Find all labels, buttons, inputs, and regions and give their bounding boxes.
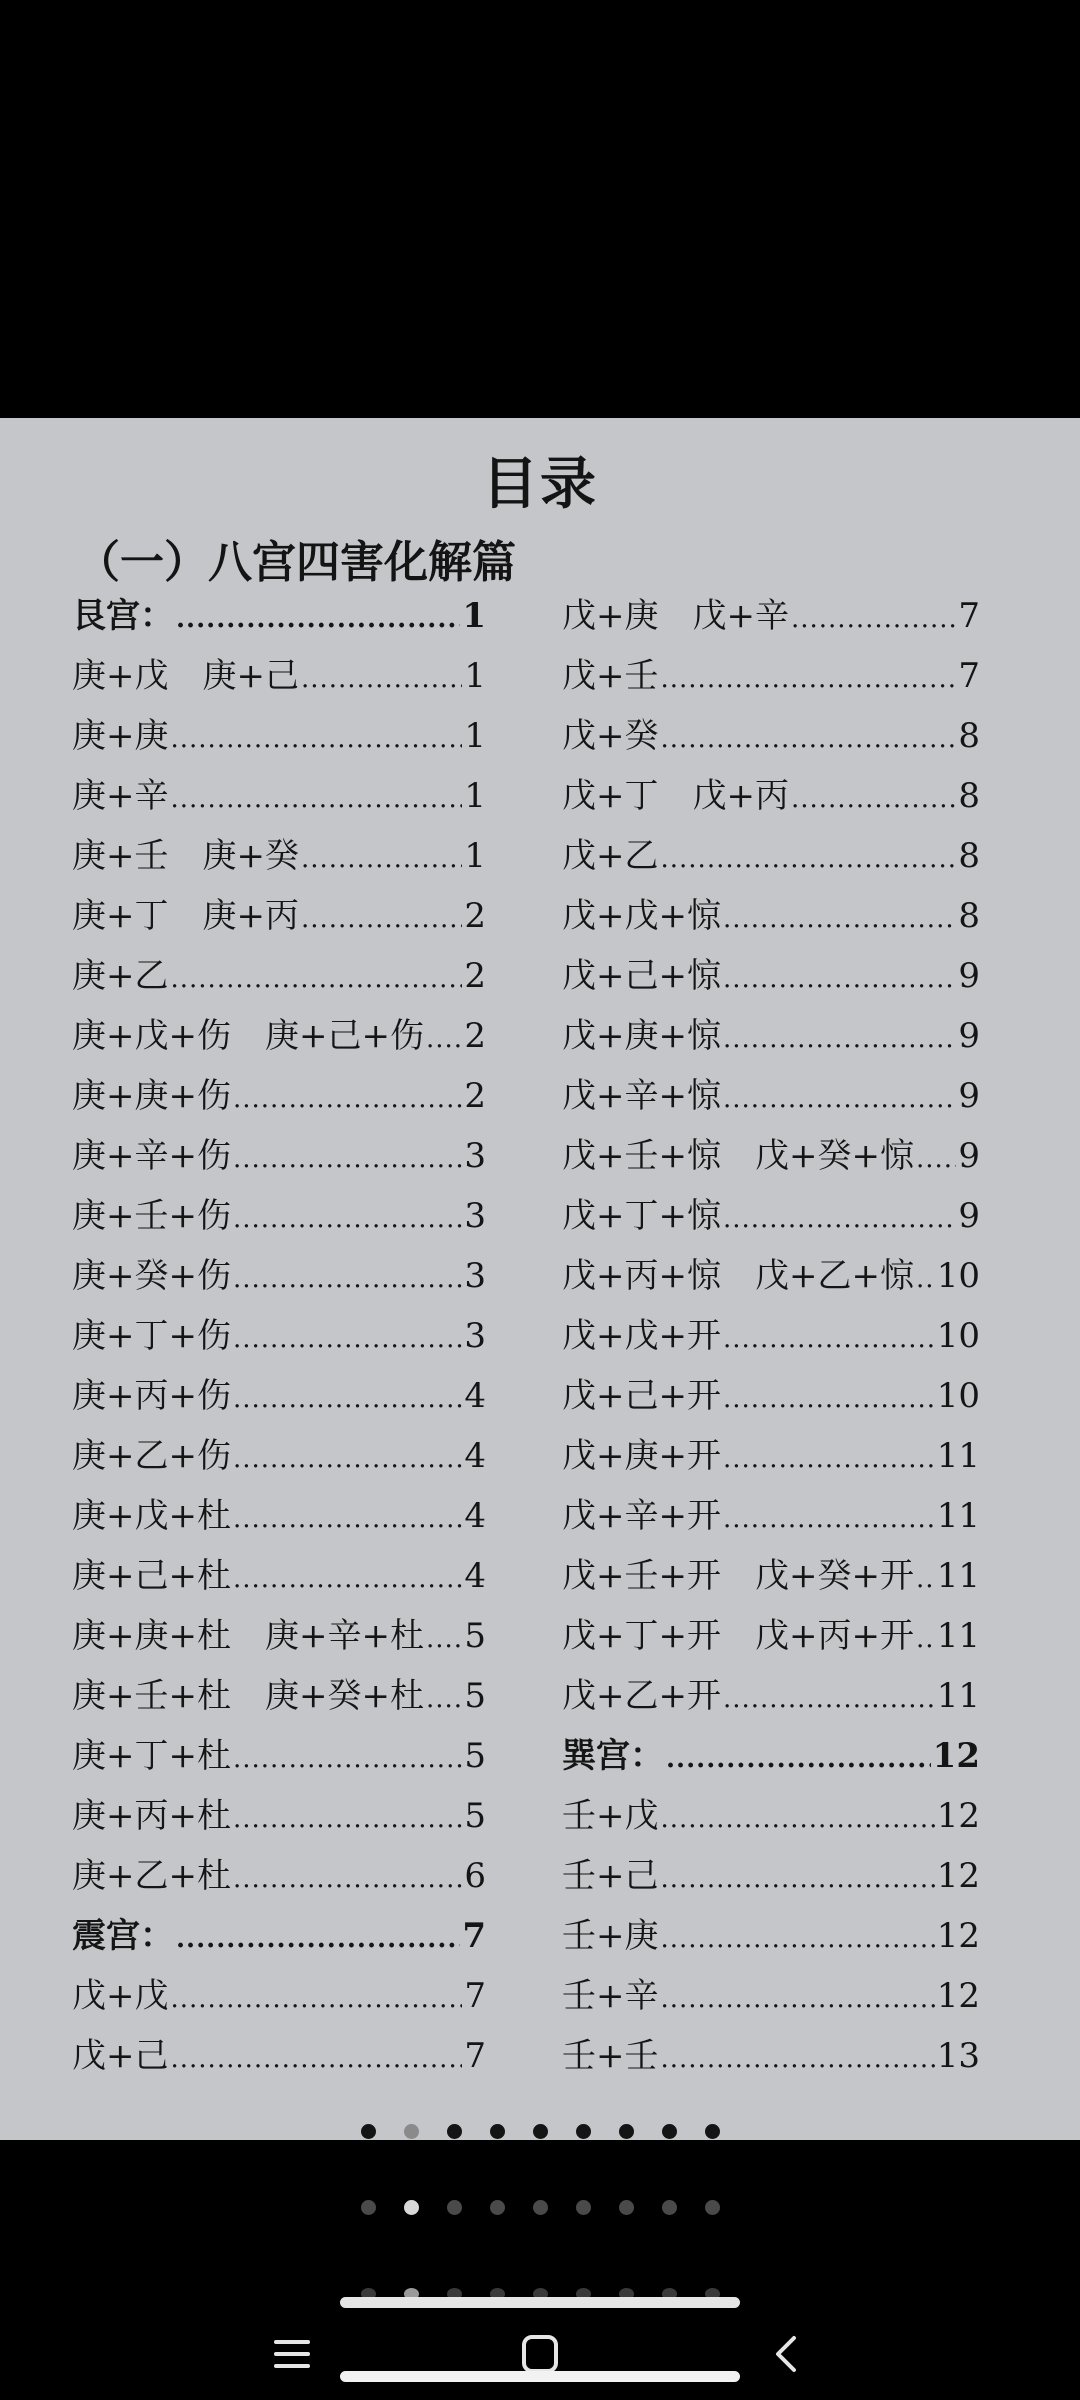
toc-page-number: 4 [464, 1376, 486, 1416]
toc-page-number: 8 [958, 836, 980, 876]
toc-page-number: 11 [936, 1556, 980, 1596]
toc-page-number: 11 [936, 1676, 980, 1716]
toc-entry [72, 1186, 486, 1246]
toc-entry-label: 巽宫： [562, 1736, 664, 1776]
toc-entry [72, 1066, 486, 1126]
page-title: 目录 [482, 451, 598, 517]
toc-entry [562, 946, 980, 1006]
toc-entry-label: 戊+丁+惊 [562, 1196, 721, 1236]
toc-entry [562, 586, 980, 646]
page-indicator-dot[interactable] [490, 2124, 505, 2139]
toc-entry-label: 戊+丁+开 戊+丙+开 [562, 1616, 914, 1656]
toc-right-column [562, 586, 980, 2086]
toc-leader-dots [233, 1429, 462, 1489]
toc-page-number: 9 [958, 956, 980, 996]
toc-leader-dots [171, 949, 463, 1009]
toc-page-number: 12 [936, 1796, 980, 1836]
toc-entry-label: 戊+壬+惊 戊+癸+惊 [562, 1136, 914, 1176]
toc-entry [562, 1726, 980, 1786]
toc-entry-label: 庚+丙+伤 [72, 1376, 231, 1416]
page-indicator-dot [576, 2200, 591, 2215]
toc-leader-dots [791, 589, 956, 649]
page-indicator-dot [533, 2200, 548, 2215]
toc-leader-dots [723, 1309, 935, 1369]
toc-leader-dots [176, 1909, 460, 1969]
toc-page-number: 5 [464, 1796, 486, 1836]
toc-entry-label: 戊+辛+开 [562, 1496, 721, 1536]
toc-page-number: 9 [958, 1136, 980, 1176]
page-indicator-dot[interactable] [361, 2124, 376, 2139]
toc-entry-label: 庚+丙+杜 [72, 1796, 231, 1836]
toc-leader-dots [916, 1549, 935, 1609]
recents-icon [252, 2322, 332, 2386]
toc-leader-dots [233, 1549, 462, 1609]
toc-page-number: 10 [936, 1316, 980, 1356]
toc-page-number: 5 [464, 1736, 486, 1776]
toc-entry [562, 1426, 980, 1486]
recents-button[interactable] [252, 2322, 332, 2386]
toc-page-number: 1 [464, 656, 486, 696]
gesture-home-bar[interactable] [340, 2371, 740, 2382]
toc-entry [562, 1846, 980, 1906]
toc-entry-label: 庚+乙 [72, 956, 169, 996]
back-button[interactable] [748, 2322, 828, 2386]
toc-entry [562, 706, 980, 766]
toc-leader-dots [723, 1189, 956, 1249]
toc-entry-label: 戊+乙 [562, 836, 659, 876]
page-indicator-dot[interactable] [619, 2124, 634, 2139]
page-indicator-dot[interactable] [447, 2124, 462, 2139]
toc-entry [562, 1666, 980, 1726]
toc-leader-dots [723, 1489, 935, 1549]
toc-entry [72, 706, 486, 766]
toc-entry [72, 886, 486, 946]
toc-entry [72, 1966, 486, 2026]
toc-leader-dots [661, 1849, 935, 1909]
toc-entry [72, 946, 486, 1006]
toc-leader-dots [666, 1729, 931, 1789]
toc-entry-label: 震宫： [72, 1916, 174, 1956]
toc-entry-label: 庚+庚 [72, 716, 169, 756]
toc-entry-label: 艮宫： [72, 596, 174, 636]
toc-leader-dots [916, 1609, 935, 1669]
toc-entry [562, 1606, 980, 1666]
page-indicator-dot [447, 2200, 462, 2215]
toc-entry [72, 1906, 486, 1966]
toc-entry-label: 壬+己 [562, 1856, 659, 1896]
toc-entry [562, 1246, 980, 1306]
toc-entry-label: 庚+戊+伤 庚+己+伤 [72, 1016, 424, 1056]
toc-entry-label: 庚+丁 庚+丙 [72, 896, 299, 936]
toc-entry [562, 1786, 980, 1846]
toc-entry [562, 2026, 980, 2086]
toc-entry-label: 庚+壬 庚+癸 [72, 836, 299, 876]
toc-page-number: 10 [936, 1376, 980, 1416]
toc-leader-dots [233, 1189, 462, 1249]
toc-leader-dots [791, 769, 956, 829]
toc-entry [562, 1906, 980, 1966]
toc-entry-label: 庚+乙+伤 [72, 1436, 231, 1476]
toc-entry-label: 庚+庚+伤 [72, 1076, 231, 1116]
toc-page-number: 5 [464, 1616, 486, 1656]
page-indicator-dot[interactable] [705, 2124, 720, 2139]
toc-entry [72, 1486, 486, 1546]
toc-page-number: 7 [464, 2036, 486, 2076]
toc-entry [562, 1306, 980, 1366]
toc-entry [562, 1966, 980, 2026]
toc-leader-dots [723, 1669, 935, 1729]
toc-entry-label: 戊+乙+开 [562, 1676, 721, 1716]
toc-left-column [72, 586, 486, 2086]
scrubber-bar[interactable] [340, 2297, 740, 2308]
toc-leader-dots [171, 769, 463, 829]
toc-entry-label: 戊+己+开 [562, 1376, 721, 1416]
toc-page-number: 2 [464, 1076, 486, 1116]
toc-page-number: 1 [464, 776, 486, 816]
toc-entry-label: 戊+庚+开 [562, 1436, 721, 1476]
toc-page-number: 12 [936, 1856, 980, 1896]
toc-leader-dots [233, 1729, 462, 1789]
toc-entry-label: 戊+戊 [72, 1976, 169, 2016]
back-icon [748, 2322, 828, 2386]
toc-page-number: 9 [958, 1016, 980, 1056]
toc-entry-label: 戊+壬 [562, 656, 659, 696]
toc-page-number: 10 [936, 1256, 980, 1296]
toc-entry [562, 1546, 980, 1606]
page-indicator-dot [705, 2200, 720, 2215]
toc-entry-label: 戊+庚+惊 [562, 1016, 721, 1056]
toc-page-number: 4 [464, 1556, 486, 1596]
toc-entry [72, 1246, 486, 1306]
toc-leader-dots [426, 1669, 462, 1729]
toc-entry-label: 庚+乙+杜 [72, 1856, 231, 1896]
toc-entry-label: 庚+丁+杜 [72, 1736, 231, 1776]
toc-entry-label: 壬+壬 [562, 2036, 659, 2076]
page-indicator [0, 2124, 1080, 2139]
toc-entry [72, 826, 486, 886]
page-indicator-dot[interactable] [662, 2124, 677, 2139]
toc-entry [72, 1846, 486, 1906]
toc-page-number: 7 [464, 1976, 486, 2016]
toc-entry-label: 戊+丙+惊 戊+乙+惊 [562, 1256, 914, 1296]
toc-page-number: 9 [958, 1196, 980, 1236]
toc-page-number: 4 [464, 1496, 486, 1536]
toc-leader-dots [233, 1489, 462, 1549]
toc-entry-label: 戊+己 [72, 2036, 169, 2076]
toc-leader-dots [233, 1309, 462, 1369]
toc-leader-dots [723, 1429, 935, 1489]
page-indicator-dot[interactable] [404, 2124, 419, 2139]
toc-leader-dots [723, 1369, 935, 1429]
toc-leader-dots [661, 2029, 935, 2089]
toc-entry [562, 1126, 980, 1186]
toc-leader-dots [661, 1909, 935, 1969]
toc-page-number: 12 [936, 1976, 980, 2016]
toc-entry-label: 庚+戊 庚+己 [72, 656, 299, 696]
toc-leader-dots [301, 889, 462, 949]
toc-entry [72, 1126, 486, 1186]
toc-page-number: 3 [464, 1136, 486, 1176]
toc-page-number: 8 [958, 896, 980, 936]
toc-entry [72, 1666, 486, 1726]
toc-leader-dots [661, 1789, 935, 1849]
toc-page-number: 11 [936, 1496, 980, 1536]
toc-entry [72, 586, 486, 646]
toc-entry-label: 庚+戊+杜 [72, 1496, 231, 1536]
toc-page-number: 8 [958, 776, 980, 816]
page-indicator-dot [404, 2200, 419, 2215]
toc-page-number: 12 [932, 1736, 980, 1776]
toc-page-number: 7 [958, 656, 980, 696]
toc-entry-label: 戊+丁 戊+丙 [562, 776, 789, 816]
toc-entry-label: 庚+辛+伤 [72, 1136, 231, 1176]
toc-leader-dots [723, 1069, 956, 1129]
toc-page-number: 1 [462, 596, 486, 636]
section-heading: （一）八宫四害化解篇 [76, 537, 516, 588]
toc-entry-label: 庚+辛 [72, 776, 169, 816]
toc-entry [562, 1066, 980, 1126]
page-indicator-dot [490, 2200, 505, 2215]
toc-entry-label: 戊+庚 戊+辛 [562, 596, 789, 636]
toc-leader-dots [661, 649, 957, 709]
toc-entry [72, 1606, 486, 1666]
toc-page-number: 1 [464, 836, 486, 876]
toc-entry [562, 1186, 980, 1246]
toc-entry-label: 戊+壬+开 戊+癸+开 [562, 1556, 914, 1596]
page-indicator-dot [361, 2200, 376, 2215]
toc-leader-dots [176, 589, 460, 649]
toc-leader-dots [233, 1369, 462, 1429]
toc-entry [72, 646, 486, 706]
toc-leader-dots [171, 1969, 463, 2029]
toc-leader-dots [916, 1249, 935, 1309]
toc-entry [72, 1426, 486, 1486]
toc-leader-dots [301, 829, 462, 889]
toc-leader-dots [661, 709, 957, 769]
toc-page-number: 2 [464, 896, 486, 936]
toc-page-number: 4 [464, 1436, 486, 1476]
page-indicator-dot[interactable] [576, 2124, 591, 2139]
toc-page-number: 7 [462, 1916, 486, 1956]
toc-page-number: 1 [464, 716, 486, 756]
toc-page-number: 7 [958, 596, 980, 636]
toc-entry [72, 766, 486, 826]
toc-entry-label: 戊+戊+惊 [562, 896, 721, 936]
navigation-bar [0, 2310, 1080, 2400]
toc-leader-dots [171, 709, 463, 769]
toc-entry-label: 庚+壬+伤 [72, 1196, 231, 1236]
toc-leader-dots [723, 1009, 956, 1069]
toc-page-number: 5 [464, 1676, 486, 1716]
toc-page-number: 3 [464, 1256, 486, 1296]
toc-entry-label: 庚+庚+杜 庚+辛+杜 [72, 1616, 424, 1656]
toc-page-number: 9 [958, 1076, 980, 1116]
toc-leader-dots [233, 1069, 462, 1129]
toc-leader-dots [301, 649, 462, 709]
page-indicator-dot[interactable] [533, 2124, 548, 2139]
toc-page-number: 11 [936, 1436, 980, 1476]
toc-page-number: 2 [464, 956, 486, 996]
toc-entry-label: 戊+戊+开 [562, 1316, 721, 1356]
toc-entry [562, 826, 980, 886]
toc-entry [72, 1786, 486, 1846]
toc-entry [72, 1366, 486, 1426]
toc-leader-dots [661, 829, 957, 889]
toc-leader-dots [916, 1129, 956, 1189]
toc-page-number: 11 [936, 1616, 980, 1656]
toc-page-number: 3 [464, 1316, 486, 1356]
toc-entry-label: 庚+壬+杜 庚+癸+杜 [72, 1676, 424, 1716]
toc-page-number: 3 [464, 1196, 486, 1236]
toc-leader-dots [426, 1609, 462, 1669]
toc-entry-label: 戊+癸 [562, 716, 659, 756]
toc-entry-label: 壬+庚 [562, 1916, 659, 1956]
toc-leader-dots [723, 889, 956, 949]
toc-entry-label: 庚+己+杜 [72, 1556, 231, 1596]
toc-entry [72, 1306, 486, 1366]
toc-entry [72, 1546, 486, 1606]
toc-leader-dots [233, 1789, 462, 1849]
toc-leader-dots [723, 949, 956, 1009]
toc-entry [72, 1726, 486, 1786]
toc-leader-dots [233, 1249, 462, 1309]
page-indicator-reflection [0, 2200, 1080, 2215]
toc-entry-label: 庚+丁+伤 [72, 1316, 231, 1356]
toc-page-number: 12 [936, 1916, 980, 1956]
toc-entry-label: 壬+戊 [562, 1796, 659, 1836]
toc-entry-label: 庚+癸+伤 [72, 1256, 231, 1296]
page-indicator-dot [619, 2200, 634, 2215]
toc-entry-label: 戊+己+惊 [562, 956, 721, 996]
toc-leader-dots [233, 1849, 462, 1909]
page-indicator-dot [662, 2200, 677, 2215]
document-page[interactable] [0, 418, 1080, 2140]
toc-entry-label: 壬+辛 [562, 1976, 659, 2016]
toc-leader-dots [171, 2029, 463, 2089]
toc-entry [562, 646, 980, 706]
toc-entry-label: 戊+辛+惊 [562, 1076, 721, 1116]
toc-entry [562, 1006, 980, 1066]
toc-entry [72, 1006, 486, 1066]
toc-entry [562, 1366, 980, 1426]
toc-page-number: 13 [936, 2036, 980, 2076]
toc-leader-dots [426, 1009, 462, 1069]
toc-leader-dots [233, 1129, 462, 1189]
toc-entry [562, 1486, 980, 1546]
toc-entry [72, 2026, 486, 2086]
toc-page-number: 6 [464, 1856, 486, 1896]
toc-leader-dots [661, 1969, 935, 2029]
toc-page-number: 2 [464, 1016, 486, 1056]
toc-page-number: 8 [958, 716, 980, 756]
toc-entry [562, 886, 980, 946]
toc-entry [562, 766, 980, 826]
